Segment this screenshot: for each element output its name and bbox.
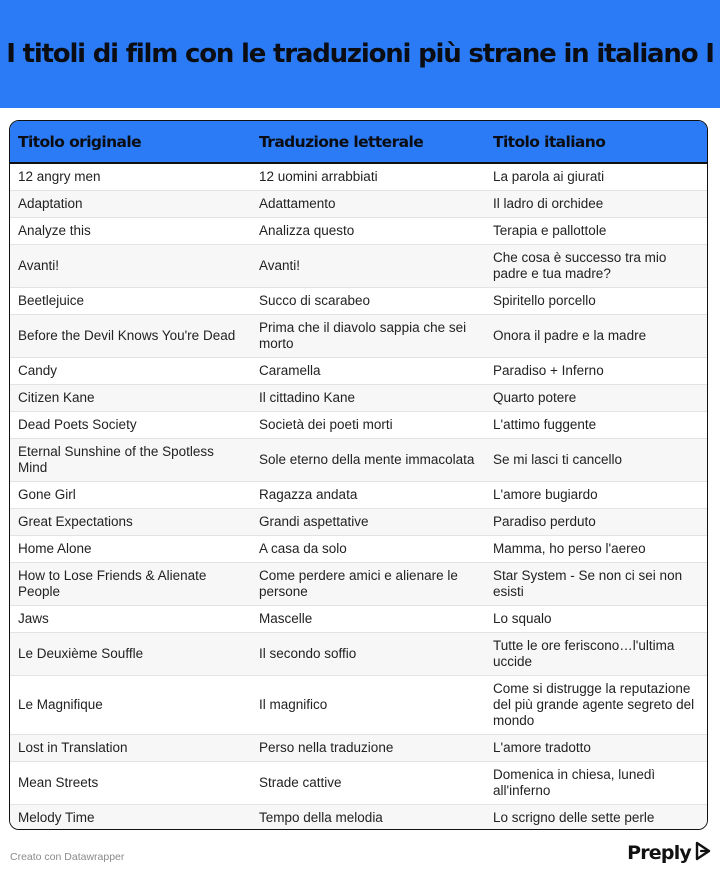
cell-original-title: Jaws	[10, 606, 251, 633]
cell-italian-title: Che cosa è successo tra mio padre e tua madre?	[485, 245, 708, 288]
table-row	[10, 191, 708, 218]
cell-italian-title: L'amore tradotto	[485, 735, 708, 762]
cell-original-title: Great Expectations	[10, 509, 251, 536]
cell-italian-title: Star System - Se non ci sei non esisti	[485, 563, 708, 606]
table-row	[10, 762, 708, 805]
cell-italian-title: Paradiso perduto	[485, 509, 708, 536]
cell-italian-title: Il ladro di orchidee	[485, 191, 708, 218]
header-row	[10, 121, 708, 163]
cell-italian-title: Lo squalo	[485, 606, 708, 633]
datawrapper-credit: Creato con Datawrapper	[10, 851, 125, 863]
cell-italian-title: Paradiso + Inferno	[485, 358, 708, 385]
table-row	[10, 536, 708, 563]
table-row	[10, 245, 708, 288]
cell-literal-translation: Succo di scarabeo	[251, 288, 485, 315]
header-banner	[0, 0, 720, 108]
cell-original-title: Candy	[10, 358, 251, 385]
cell-italian-title: L'attimo fuggente	[485, 412, 708, 439]
play-arrow-icon	[694, 840, 712, 867]
cell-italian-title: L'amore bugiardo	[485, 482, 708, 509]
cell-italian-title: Spiritello porcello	[485, 288, 708, 315]
cell-literal-translation: Strade cattive	[251, 762, 485, 805]
movie-titles-table	[10, 121, 708, 830]
cell-literal-translation: A casa da solo	[251, 536, 485, 563]
table-row	[10, 385, 708, 412]
data-table-container	[9, 120, 708, 830]
cell-literal-translation: Tempo della melodia	[259, 810, 383, 825]
table-row	[10, 218, 708, 245]
cell-literal-translation: Mascelle	[251, 606, 485, 633]
cell-literal-translation: Come perdere amici e alienare le persone	[251, 563, 485, 606]
cell-literal-translation: Ragazza andata	[251, 482, 485, 509]
table-header	[10, 121, 708, 163]
cell-literal-translation: Analizza questo	[251, 218, 485, 245]
cell-italian-title: Tutte le ore feriscono…l'ultima uccide	[485, 633, 708, 676]
column-header-literal-translation[interactable]: Traduzione letterale	[251, 121, 485, 163]
cell-original-title: Le Magnifique	[10, 676, 251, 735]
column-header-original-title[interactable]: Titolo originale	[10, 121, 251, 163]
cell-italian-title: La parola ai giurati	[485, 163, 708, 191]
cell-original-title: Lost in Translation	[10, 735, 251, 762]
table-row	[10, 633, 708, 676]
cell-literal-translation: Adattamento	[251, 191, 485, 218]
cell-literal-translation: Perso nella traduzione	[251, 735, 485, 762]
cell-literal-translation: Prima che il diavolo sappia che sei morto	[251, 315, 485, 358]
cell-literal-translation: Grandi aspettative	[251, 509, 485, 536]
cell-original-title: Mean Streets	[10, 762, 251, 805]
cell-literal-translation: Il cittadino Kane	[251, 385, 485, 412]
cell-original-title: Melody Time	[18, 810, 95, 825]
table-row	[10, 163, 708, 191]
cell-original-title: Before the Devil Knows You're Dead	[10, 315, 251, 358]
cell-italian-title: Se mi lasci ti cancello	[485, 439, 708, 482]
table-row	[10, 805, 708, 831]
table-row	[10, 676, 708, 735]
cell-italian-title: Domenica in chiesa, lunedì all'inferno	[485, 762, 708, 805]
cell-original-title: Avanti!	[10, 245, 251, 288]
cell-original-title: Citizen Kane	[10, 385, 251, 412]
table-row	[10, 358, 708, 385]
cell-literal-translation: Sole eterno della mente immacolata	[251, 439, 485, 482]
table-row	[10, 735, 708, 762]
cell-literal-translation: Caramella	[251, 358, 485, 385]
cell-italian-title: Come si distrugge la reputazione del più grande agente segreto del mondo	[485, 676, 708, 735]
cell-italian-title: Mamma, ho perso l'aereo	[485, 536, 708, 563]
cell-italian-title: Terapia e pallottole	[485, 218, 708, 245]
table-row	[10, 412, 708, 439]
cell-literal-translation: Avanti!	[251, 245, 485, 288]
column-header-italian-title[interactable]: Titolo italiano	[485, 121, 708, 163]
cell-literal-translation: Il magnifico	[251, 676, 485, 735]
cell-italian-title: Quarto potere	[485, 385, 708, 412]
table-row	[10, 439, 708, 482]
cell-literal-translation: Società dei poeti morti	[251, 412, 485, 439]
cell-literal-translation: Il secondo soffio	[251, 633, 485, 676]
table-row	[10, 563, 708, 606]
cell-italian-title: Lo scrigno delle sette perle	[493, 810, 655, 825]
cell-original-title: Adaptation	[10, 191, 251, 218]
table-row	[10, 288, 708, 315]
cell-original-title: Dead Poets Society	[10, 412, 251, 439]
cell-italian-title: Onora il padre e la madre	[485, 315, 708, 358]
logo-wordmark: Preply	[627, 842, 691, 864]
table-row	[10, 482, 708, 509]
cell-original-title: Gone Girl	[10, 482, 251, 509]
table-row	[10, 509, 708, 536]
preply-logo	[627, 840, 712, 866]
cell-original-title: 12 angry men	[10, 163, 251, 191]
cell-original-title: Eternal Sunshine of the Spotless Mind	[10, 439, 251, 482]
table-row	[10, 606, 708, 633]
cell-original-title: How to Lose Friends & Alienate People	[10, 563, 251, 606]
cell-original-title: Beetlejuice	[10, 288, 251, 315]
table-row	[10, 315, 708, 358]
cell-literal-translation: 12 uomini arrabbiati	[251, 163, 485, 191]
table-body	[10, 163, 708, 830]
cell-original-title: Analyze this	[10, 218, 251, 245]
cell-original-title: Home Alone	[10, 536, 251, 563]
cell-original-title: Le Deuxième Souffle	[10, 633, 251, 676]
page-title: I titoli di film con le traduzioni più strane in italiano I	[6, 39, 714, 69]
